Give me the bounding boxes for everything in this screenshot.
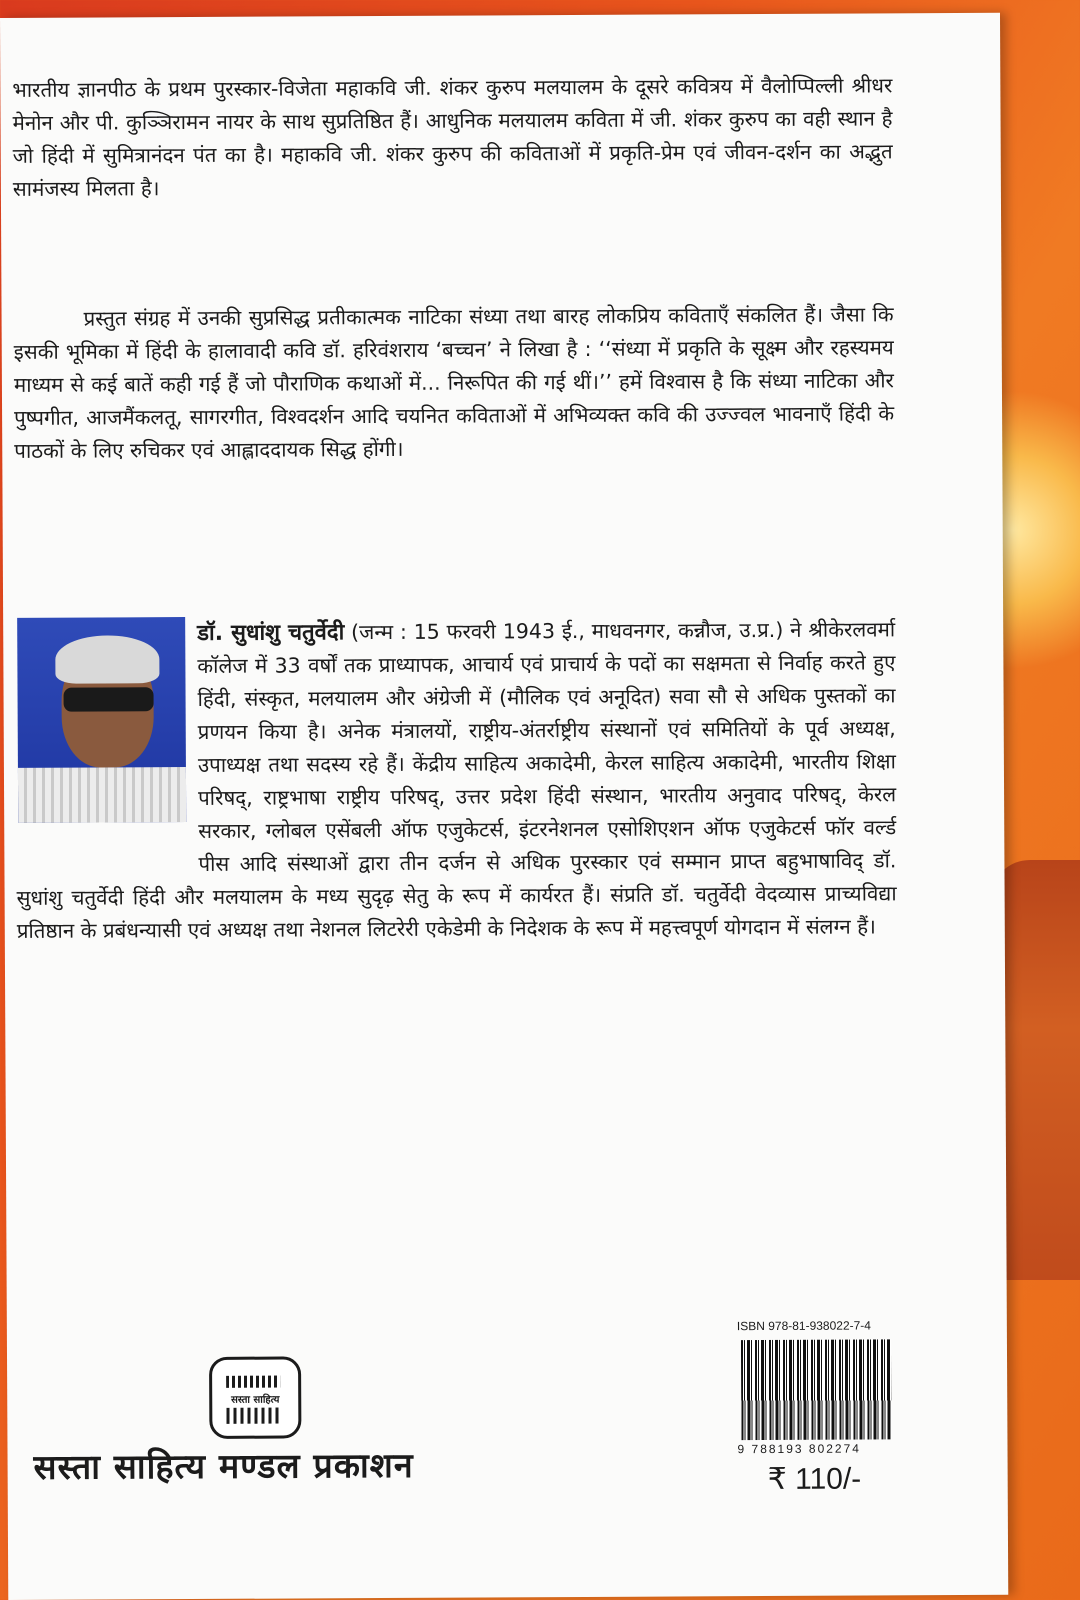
author-bio-block <box>15 613 897 948</box>
publisher-logo <box>209 1356 301 1438</box>
barcode-icon <box>741 1339 892 1440</box>
blurb-paragraph-1: भारतीय ज्ञानपीठ के प्रथम पुरस्कार-विजेता महाकवि जी. शंकर कुरुप मलयालम के दूसरे कवित्रय में वैलोप्पिल्ली श्रीधर मेनोन और पी. कुञ्ञिरामन नायर के साथ सुप्रतिष्ठित हैं। आधुनिक मलयालम कविता में जी. शंकर कुरुप का वही स्थान है जो हिंदी में सुमित्रानंदन पंत का है। महाकवि जी. शंकर कुरुप की कविताओं में प्रकृति-प्रेम एवं जीवन-दर्शन का अद्भुत सामंजस्य मिलता है। <box>12 73 893 201</box>
isbn-label: ISBN 978-81-938022-7-4 <box>736 1318 871 1334</box>
blurb-paragraph-2: प्रस्तुत संग्रह में उनकी सुप्रसिद्ध प्रतीकात्मक नाटिका संध्या तथा बारह लोकप्रिय कविताएँ संकलित हैं। जैसा कि इसकी भूमिका में हिंदी के हालावादी कवि डॉ. हरिवंशराय ‘बच्चन’ ने लिखा है : ‘‘संध्या में प्रकृति के सूक्ष्म और रहस्यमय माध्यम से कई बातें कही गई हैं जो पौराणिक कथाओं में... निरूपित की गई थीं।’’ हमें विश्वास है कि संध्या नाटिका और पुष्पगीत, आजमैंकलतू, सागरगीत, विश्वदर्शन आदि चयनित कविताओं में अभिव्यक्त कवि की उज्ज्वल भावनाएँ हिंदी के पाठकों के लिए रुचिकर एवं आह्लाददायक सिद्ध होंगी। <box>13 302 895 463</box>
publisher-name: सस्ता साहित्य मण्डल प्रकाशन <box>33 1445 414 1488</box>
barcode-digits: 9 788193 802274 <box>737 1441 861 1457</box>
book-back-cover <box>0 13 1008 1600</box>
author-bio: (जन्म : 15 फरवरी 1943 ई., माधवनगर, कन्नौज, उ.प्र.) ने श्रीकेरलवर्मा कॉलेज में 33 वर्षों तक प्राध्यापक, आचार्य एवं प्राचार्य के पदों का सक्षमता से निर्वाह करते हुए हिंदी, संस्कृत, मलयालम और अंग्रेजी में (मौलिक एवं अनूदित) सवा सौ से अधिक पुस्तकों का प्रणयन किया है। अनेक मंत्रालयों, राष्ट्रीय-अंतर्राष्ट्रीय संस्थानों एवं समितियों के पूर्व अध्यक्ष, उपाध्यक्ष तथा सदस्य रहे हैं। केंद्रीय साहित्य अकादेमी, केरल साहित्य अकादेमी, भारतीय शिक्षा परिषद्, राष्ट्रभाषा राष्ट्रीय परिषद्, उत्तर प्रदेश हिंदी संस्थान, भारतीय अनुवाद परिषद्, केरल सरकार, ग्लोबल एसेंबली ऑफ एजुकेटर्स, इंटरनेशनल एसोशिएशन ऑफ एजुकेटर्स फॉर वर्ल्ड पीस आदि संस्थाओं द्वारा तीन दर्जन से अधिक पुरस्कार एवं सम्मान प्राप्त बहुभाषाविद् डॉ. सुधांशु चतुर्वेदी हिंदी और मलयालम के मध्य सुदृढ़ सेतु के रूप में कार्यरत हैं। संप्रति डॉ. चतुर्वेदी वेदव्यास प्राच्यविद्या प्रतिष्ठान के प्रबंधन्यासी एवं अध्यक्ष तथा नेशनल लिटरेरी एकेडेमी के निदेशक के रूप में महत्त्वपूर्ण योगदान में संलग्न हैं। <box>16 617 897 943</box>
author-name: डॉ. सुधांशु चतुर्वेदी <box>197 620 345 646</box>
price-label: ₹ 110/- <box>767 1462 862 1497</box>
publisher-logo-text: सस्ता साहित्य <box>231 1394 280 1406</box>
